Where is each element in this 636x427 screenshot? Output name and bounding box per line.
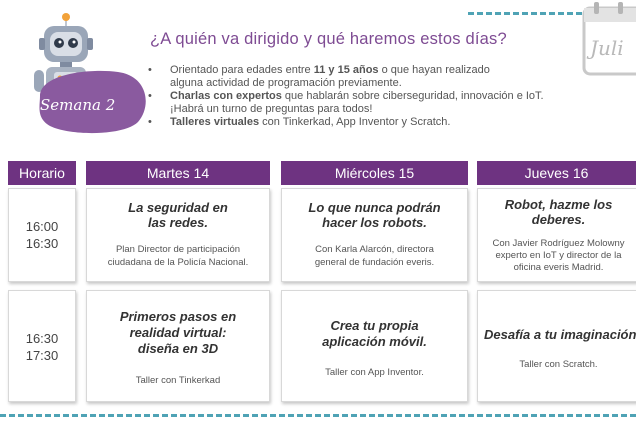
session-title: La seguridad en	[128, 200, 228, 215]
slot-start: 16:30	[25, 331, 59, 346]
session-description: ciudadana de la Policía Nacional.	[107, 257, 249, 268]
session-title: hacer los robots.	[322, 215, 427, 230]
week-badge-label: Semana 2	[40, 96, 116, 114]
session-description: oficina everis Madrid.	[513, 262, 604, 273]
session-description: Plan Director de participación	[115, 244, 241, 255]
session-description: general de fundación everis.	[314, 257, 435, 268]
session-card	[86, 290, 270, 402]
session-title: aplicación móvil.	[322, 334, 427, 349]
header-martes: Martes 14	[86, 161, 270, 185]
calendar-month-label: Juli	[590, 36, 624, 60]
session-card	[477, 290, 636, 402]
session-description: Con Javier Rodríguez Molowny	[492, 238, 625, 249]
session-card	[281, 290, 468, 402]
session-description: Taller con Scratch.	[519, 359, 598, 370]
info-highlight: Charlas con expertos	[170, 90, 282, 102]
session-title: las redes.	[148, 215, 208, 230]
info-text: Orientado para edades entre	[170, 64, 314, 76]
session-title: Robot, hazme los	[504, 197, 613, 212]
header-jueves: Jueves 16	[477, 161, 636, 185]
info-text: o que hayan realizado	[378, 64, 490, 76]
session-description: Taller con App Inventor.	[325, 367, 424, 378]
session-card	[86, 188, 270, 282]
info-item-workshops	[146, 116, 544, 129]
session-title: diseña en 3D	[137, 341, 219, 356]
info-item-ages	[146, 64, 544, 90]
dashed-border-bottom	[0, 414, 636, 417]
slot-start: 16:00	[25, 219, 59, 234]
info-item-talks	[146, 90, 544, 116]
slot-end: 17:30	[25, 348, 59, 363]
session-description: Taller con Tinkerkad	[135, 375, 221, 386]
session-title: realidad virtual:	[129, 325, 227, 340]
header-horario: Horario	[8, 161, 76, 185]
session-card	[477, 188, 636, 282]
info-text: con Tinkerkad, App Inventor y Scratch.	[259, 116, 451, 128]
page-title: ¿A quién va dirigido y qué haremos estos días?	[150, 30, 507, 48]
session-description: Con Karla Alarcón, directora	[315, 244, 434, 255]
header-miercoles: Miércoles 15	[281, 161, 468, 185]
info-text: que hablarán sobre ciberseguridad, innovación e IoT.	[281, 90, 544, 102]
time-slot-2	[8, 290, 76, 402]
slot-end: 16:30	[25, 236, 59, 251]
info-list	[146, 64, 544, 129]
info-highlight: 11 y 15 años	[313, 64, 379, 76]
info-text-continued: alguna actividad de programación previamente.	[170, 77, 402, 89]
session-title: Primeros pasos en	[119, 309, 237, 324]
session-title: Lo que nunca podrán	[308, 200, 441, 215]
info-highlight: Talleres virtuales	[170, 116, 260, 128]
session-card	[281, 188, 468, 282]
time-slot-1	[8, 188, 76, 282]
session-title: Desafía a tu imaginación	[484, 327, 636, 342]
session-description: experto en IoT y director de la	[495, 250, 622, 261]
info-text-continued: ¡Habrá un turno de preguntas para todos!	[170, 103, 373, 115]
session-title: Crea tu propia	[330, 318, 419, 333]
session-title: deberes.	[531, 212, 586, 227]
